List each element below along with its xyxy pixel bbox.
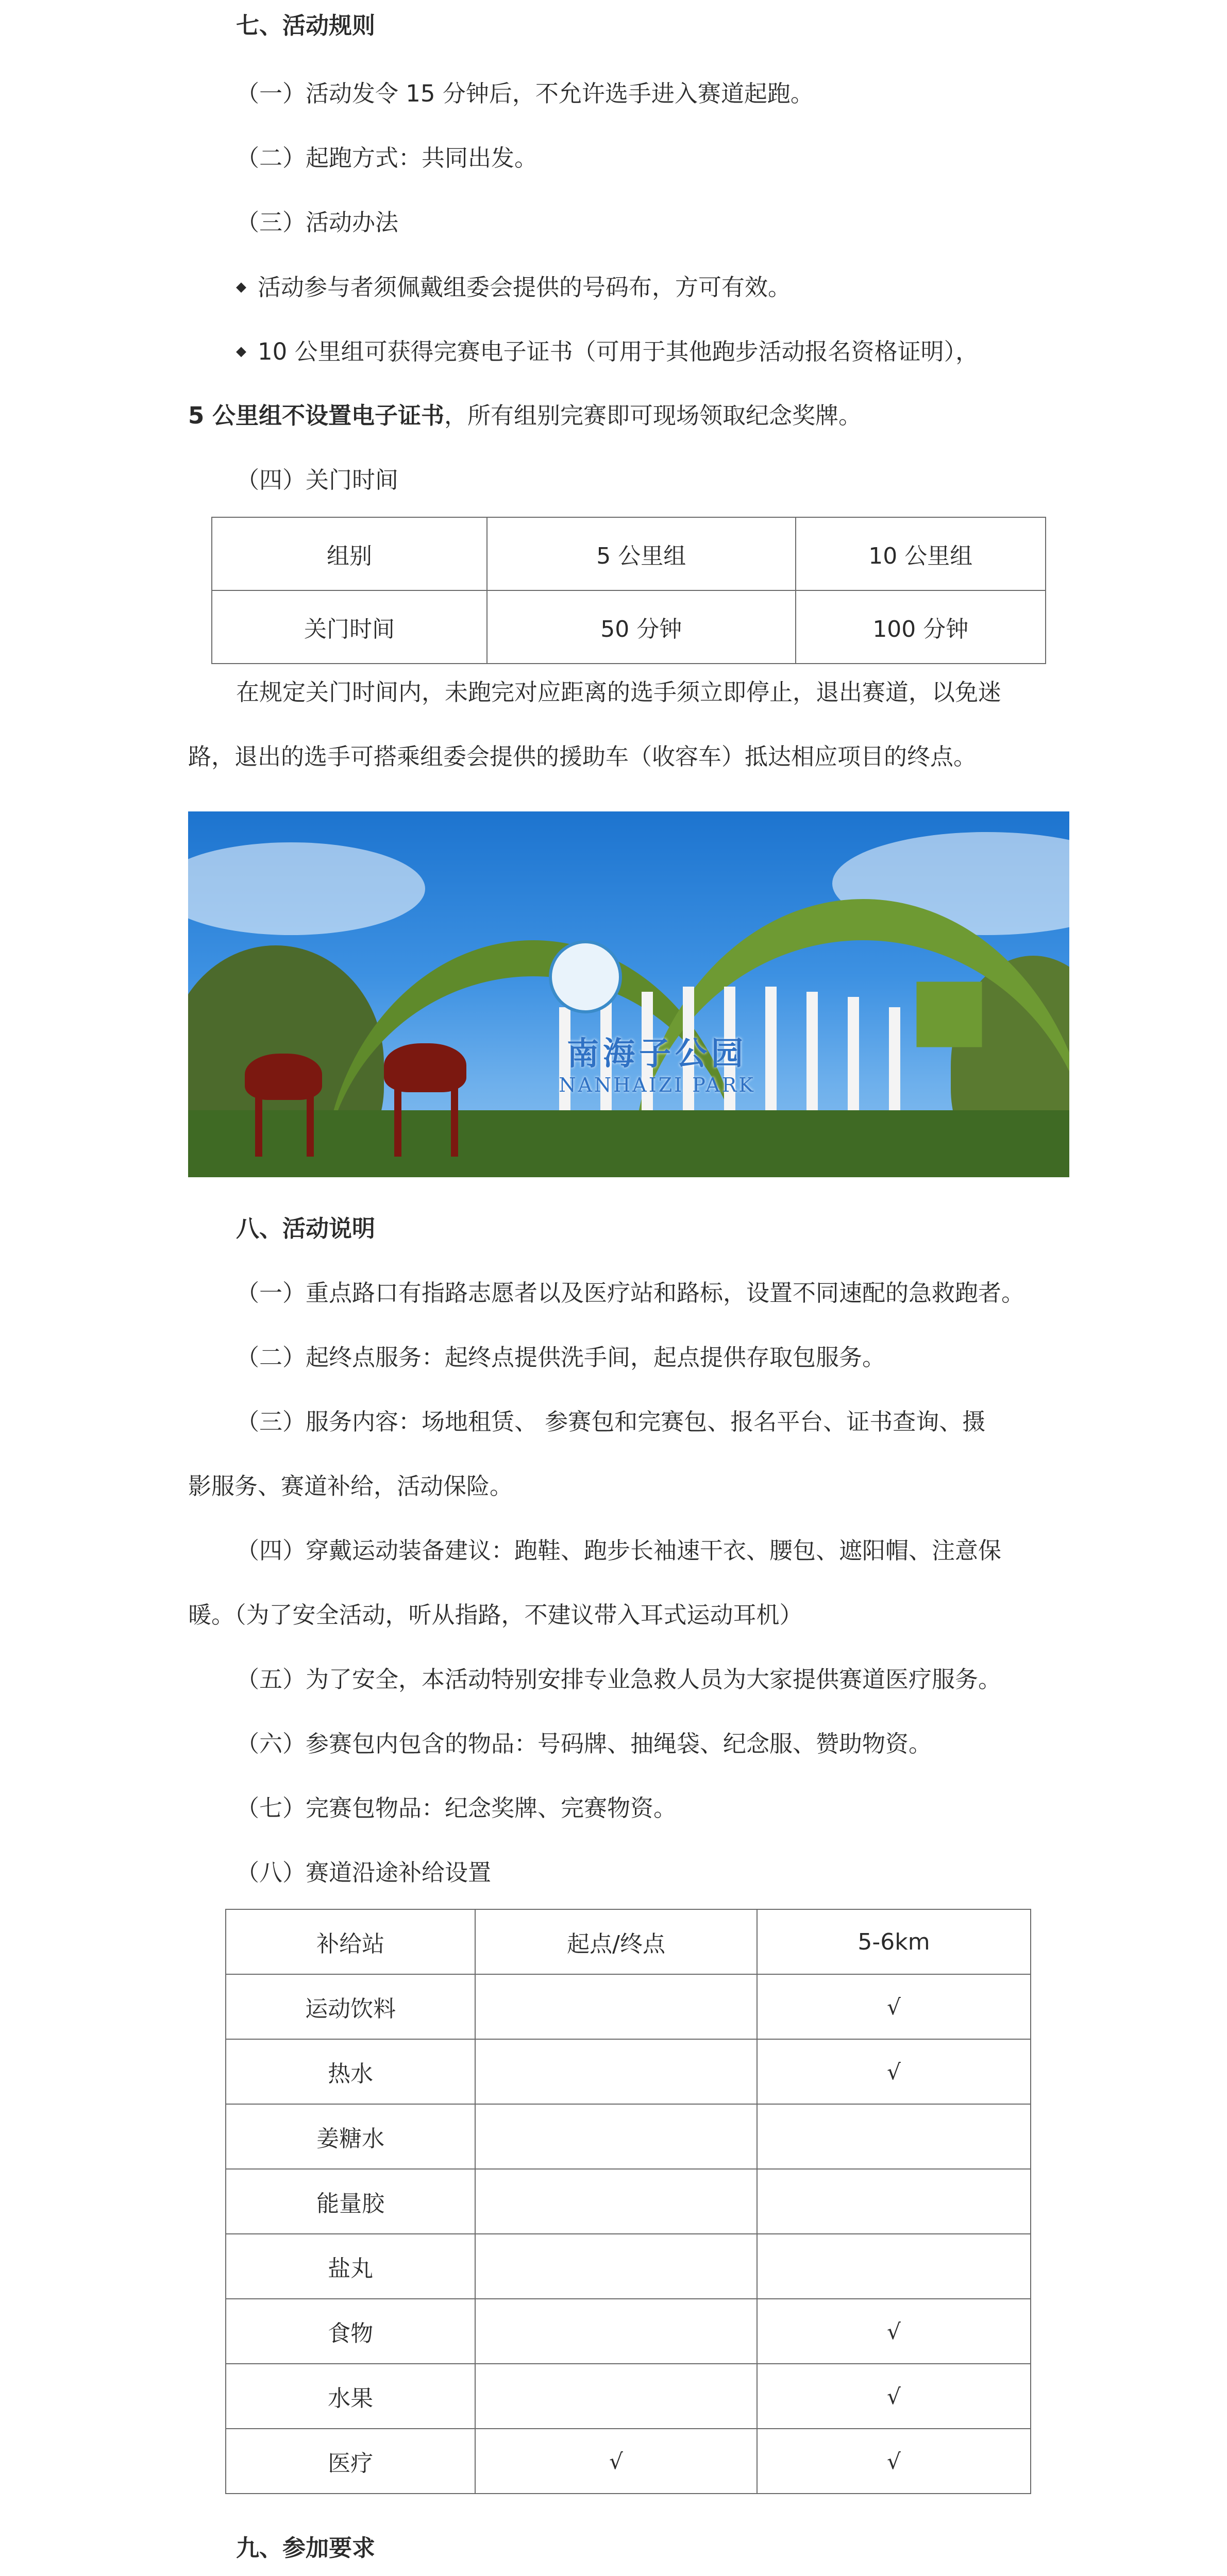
park-sign — [477, 1028, 837, 1096]
closing-note-line-1: 在规定关门时间内，未跑完对应距离的选手须立即停止，退出赛道，以免迷 — [236, 679, 1002, 706]
table-cell — [475, 2234, 757, 2299]
table-cell: √ — [757, 2429, 1031, 2494]
note-3-line-1: （三）服务内容：场地租赁、 参赛包和完赛包、报名平台、证书查询、摄 — [236, 1408, 986, 1435]
table-cell: √ — [757, 2299, 1031, 2364]
table-cell: √ — [475, 2429, 757, 2494]
note-2: （二）起终点服务：起终点提供洗手间，起点提供存取包服务。 — [236, 1344, 886, 1371]
table-cell — [757, 2104, 1031, 2169]
table-cell — [475, 2364, 757, 2429]
rule-3: （三）活动办法 — [236, 209, 399, 236]
park-sign-chinese: 南海子公园 — [566, 1035, 747, 1072]
table-row — [226, 2234, 1031, 2299]
table-cell — [757, 2234, 1031, 2299]
table-header-cell: 5-6km — [757, 1909, 1031, 1974]
table-cell: 50 分钟 — [487, 590, 796, 664]
supply-table — [225, 1909, 1031, 2494]
closing-time-table — [211, 517, 1046, 664]
table-row — [226, 2364, 1031, 2429]
note-4-line-1: （四）穿戴运动装备建议：跑鞋、跑步长袖速干衣、腰包、遮阳帽、注意保 — [236, 1537, 1002, 1564]
no-certificate-note: 5 公里组不设置电子证书 — [188, 402, 444, 429]
table-header-cell: 组别 — [212, 517, 487, 590]
table-row — [226, 1974, 1031, 2039]
table-cell: 医疗 — [226, 2429, 475, 2494]
table-row — [226, 2104, 1031, 2169]
table-row — [226, 2039, 1031, 2104]
table-cell — [475, 2169, 757, 2234]
section-7-title: 七、活动规则 — [236, 12, 376, 39]
table-cell: √ — [757, 2364, 1031, 2429]
note-8: （八）赛道沿途补给设置 — [236, 1859, 492, 1886]
park-gate-photo — [188, 811, 1069, 1177]
table-row — [226, 2429, 1031, 2494]
table-cell: 水果 — [226, 2364, 475, 2429]
table-row — [212, 517, 1046, 590]
table-header-cell: 10 公里组 — [796, 517, 1046, 590]
closing-note-line-2: 路，退出的选手可搭乘组委会提供的援助车（收容车）抵达相应项目的终点。 — [188, 743, 977, 770]
table-row — [226, 2169, 1031, 2234]
table-cell: √ — [757, 1974, 1031, 2039]
table-row — [226, 1909, 1031, 1974]
rule-4: （四）关门时间 — [236, 466, 399, 494]
table-cell: √ — [757, 2039, 1031, 2104]
table-row — [226, 2299, 1031, 2364]
table-cell: 关门时间 — [212, 590, 487, 664]
table-cell: 盐丸 — [226, 2234, 475, 2299]
table-cell — [475, 2299, 757, 2364]
table-cell — [475, 2039, 757, 2104]
rule-bullet-2-cont — [188, 400, 862, 431]
note-6: （六）参赛包内包含的物品：号码牌、抽绳袋、纪念服、赞助物资。 — [236, 1730, 932, 1757]
table-header-cell: 5 公里组 — [487, 517, 796, 590]
table-cell — [757, 2169, 1031, 2234]
note-5: （五）为了安全，本活动特别安排专业急救人员为大家提供赛道医疗服务。 — [236, 1666, 1002, 1693]
note-7: （七）完赛包物品：纪念奖牌、完赛物资。 — [236, 1794, 677, 1822]
section-9-title: 九、参加要求 — [236, 2534, 376, 2562]
note-4-line-2: 暖。（为了安全活动，听从指路，不建议带入耳式运动耳机） — [188, 1601, 803, 1629]
table-cell: 100 分钟 — [796, 590, 1046, 664]
rule-bullet-1: ◆ 活动参与者须佩戴组委会提供的号码布，方可有效。 — [236, 272, 791, 303]
section-8-title: 八、活动说明 — [236, 1215, 376, 1242]
rule-1: （一）活动发令 15 分钟后，不允许选手进入赛道起跑。 — [236, 80, 814, 107]
table-cell — [475, 2104, 757, 2169]
table-header-cell: 补给站 — [226, 1909, 475, 1974]
note-1: （一）重点路口有指路志愿者以及医疗站和路标，设置不同速配的急救跑者。 — [236, 1279, 1025, 1307]
table-cell: 姜糖水 — [226, 2104, 475, 2169]
medal-note: ，所有组别完赛即可现场领取纪念奖牌。 — [444, 402, 862, 429]
table-cell: 食物 — [226, 2299, 475, 2364]
rule-bullet-2: ◆ 10 公里组可获得完赛电子证书（可用于其他跑步活动报名资格证明）， — [236, 336, 979, 367]
table-cell — [475, 1974, 757, 2039]
table-row — [212, 590, 1046, 664]
table-cell: 热水 — [226, 2039, 475, 2104]
table-header-cell: 起点/终点 — [475, 1909, 757, 1974]
note-3-line-2: 影服务、赛道补给，活动保险。 — [188, 1472, 513, 1500]
rule-2: （二）起跑方式：共同出发。 — [236, 144, 538, 172]
park-sign-english: NANHAIZI PARK — [559, 1074, 755, 1096]
table-cell: 能量胶 — [226, 2169, 475, 2234]
table-cell: 运动饮料 — [226, 1974, 475, 2039]
